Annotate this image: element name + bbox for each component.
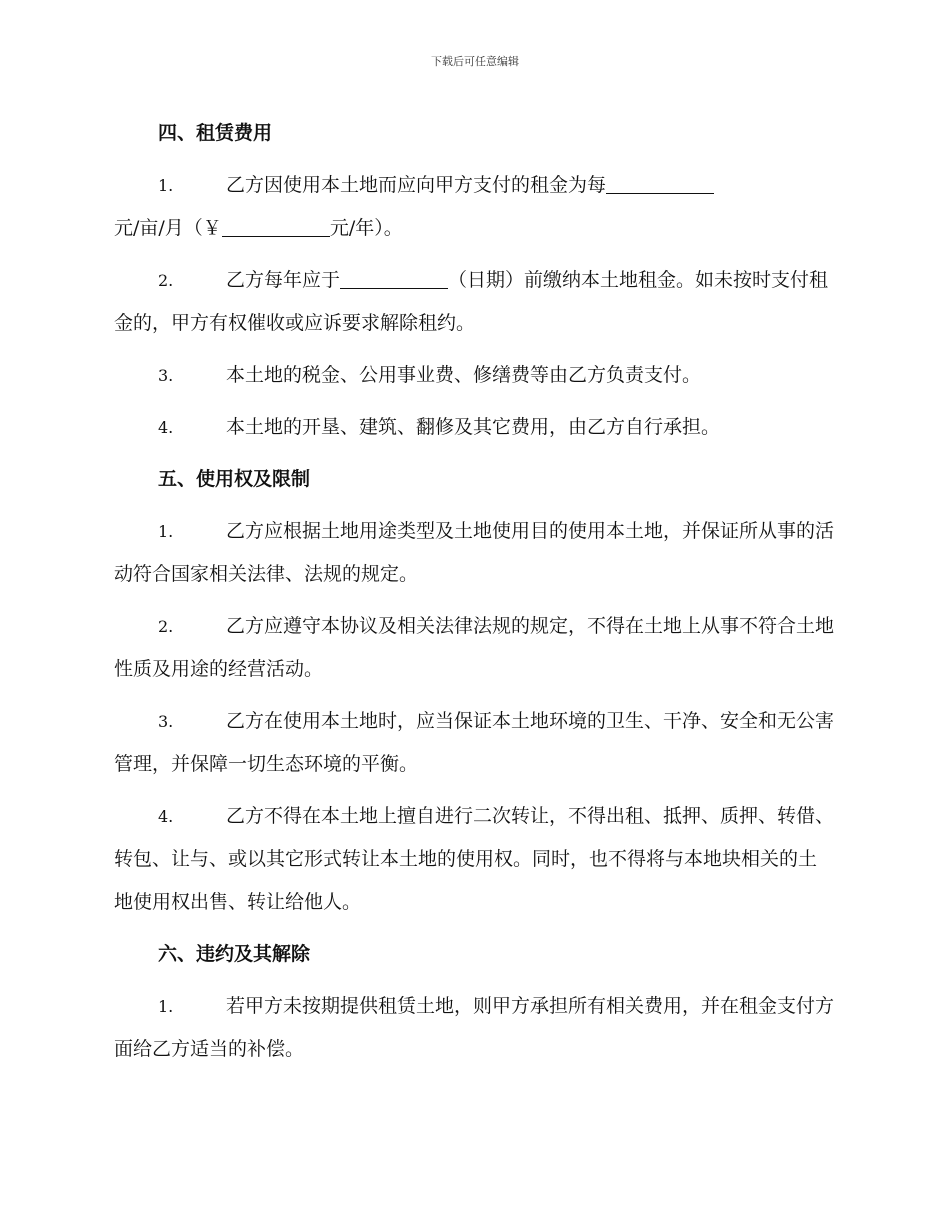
clause-number: 3. xyxy=(158,366,174,385)
clause-development-costs xyxy=(114,406,834,449)
clause-number: 2. xyxy=(158,617,174,636)
clause-number: 3. xyxy=(158,712,174,731)
blank-line xyxy=(222,217,330,237)
clause-rent-amount xyxy=(114,164,834,250)
clause-number: 1. xyxy=(158,176,174,195)
document-body xyxy=(114,112,834,1080)
clause-text: 乙方不得在本土地上擅自进行二次转让，不得出租、抵押、质押、转借、转包、让与、或以其它形式转让本土地的使用权。同时，也不得将与本地块相关的土地使用权出售、转让给他人。 xyxy=(114,805,835,913)
clause-environment xyxy=(114,700,834,786)
clause-number: 2. xyxy=(158,271,174,290)
clause-no-transfer xyxy=(114,795,834,924)
clause-compliance xyxy=(114,605,834,691)
clause-usage-purpose xyxy=(114,510,834,596)
clause-text: 本土地的税金、公用事业费、修缮费等由乙方负责支付。 xyxy=(226,364,702,386)
clause-text: 本土地的开垦、建筑、翻修及其它费用，由乙方自行承担。 xyxy=(226,416,721,438)
clause-text: 乙方应遵守本协议及相关法律法规的规定，不得在土地上从事不符合土地性质及用途的经营活动。 xyxy=(114,615,835,680)
blank-line xyxy=(606,174,714,194)
page-header: 下载后可任意编辑 xyxy=(431,55,519,68)
clause-taxes xyxy=(114,354,834,397)
clause-text: 元/年）。 xyxy=(329,217,403,239)
clause-rent-due xyxy=(114,259,834,345)
clause-number: 4. xyxy=(158,807,174,826)
clause-text: 乙方在使用本土地时，应当保证本土地环境的卫生、干净、安全和无公害管理，并保障一切生态环境的平衡。 xyxy=(114,710,835,775)
blank-line xyxy=(340,269,448,289)
clause-late-delivery xyxy=(114,985,834,1071)
clause-text: 若甲方未按期提供租赁土地，则甲方承担所有相关费用，并在租金支付方面给乙方适当的补偿。 xyxy=(114,995,835,1060)
section-heading-usage-rights: 五、使用权及限制 xyxy=(158,468,311,490)
section-heading-breach: 六、违约及其解除 xyxy=(158,943,311,965)
clause-number: 4. xyxy=(158,418,174,437)
clause-text: 乙方应根据土地用途类型及土地使用目的使用本土地，并保证所从事的活动符合国家相关法律、法规的规定。 xyxy=(114,520,835,585)
clause-number: 1. xyxy=(158,522,174,541)
clause-number: 1. xyxy=(158,997,174,1016)
clause-text: （日期）前缴纳本土地租金。如未按时支付租金的，甲方有权催收或应诉要求解除租约。 xyxy=(114,269,829,334)
clause-text: 元/亩/月（￥ xyxy=(114,217,222,239)
clause-text: 乙方因使用本土地而应向甲方支付的租金为每 xyxy=(226,174,607,196)
section-heading-rent: 四、租赁费用 xyxy=(158,122,273,144)
clause-text: 乙方每年应于 xyxy=(226,269,341,291)
